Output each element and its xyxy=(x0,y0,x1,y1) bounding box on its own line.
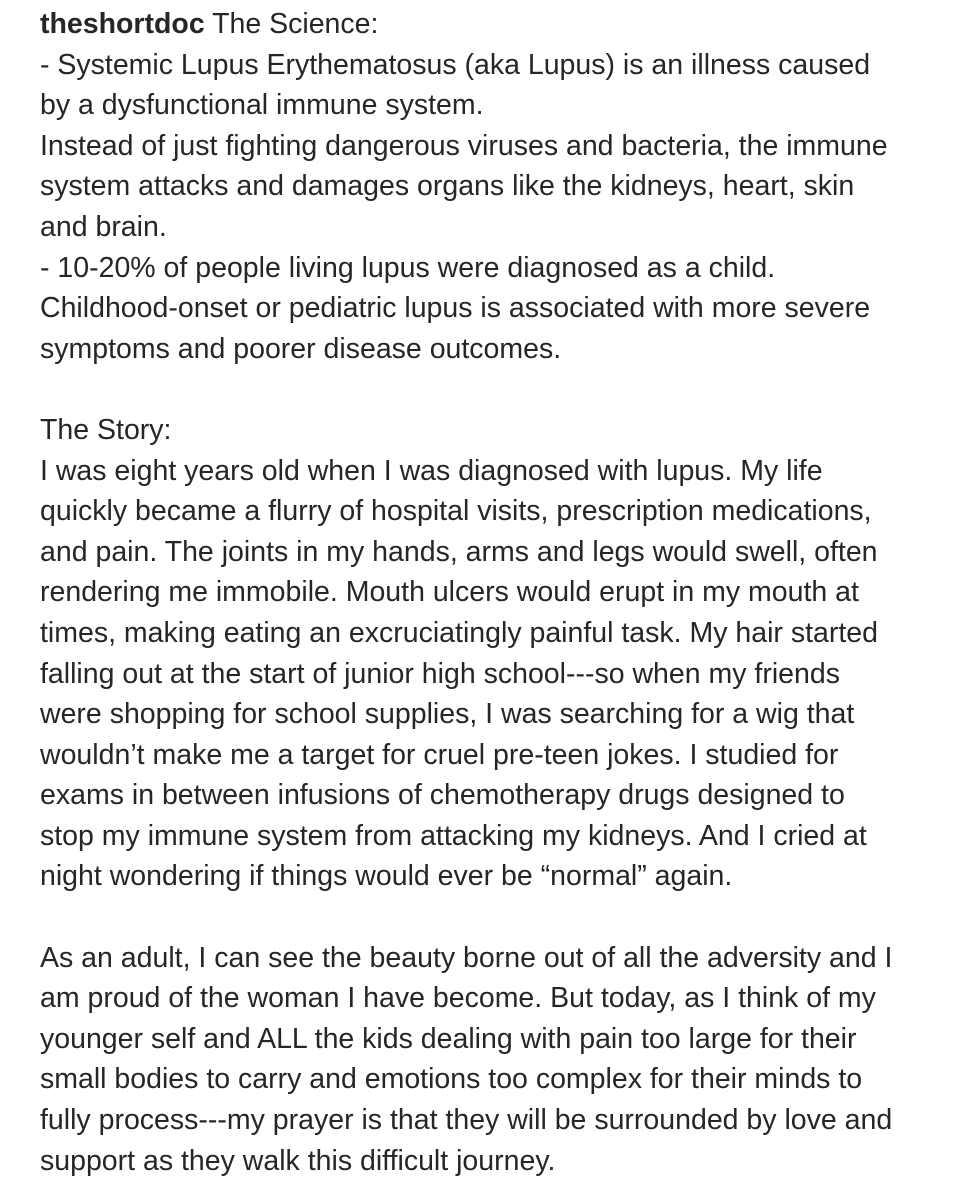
science-line: Instead of just fighting dangerous viruses and bacteria, the immune xyxy=(40,129,888,162)
story-line: falling out at the start of junior high school---so when my friends xyxy=(40,657,840,690)
closing-line: fully process---my prayer is that they will be surrounded by love and xyxy=(40,1104,893,1137)
story-line: stop my immune system from attacking my kidneys. And I cried at xyxy=(40,819,867,852)
science-line: system attacks and damages organs like the kidneys, heart, skin xyxy=(40,170,855,203)
science-line: - 10-20% of people living lupus were diagnosed as a child. xyxy=(40,251,776,284)
science-line: by a dysfunctional immune system. xyxy=(40,89,484,122)
closing-line: younger self and ALL the kids dealing with pain too large for their xyxy=(40,1022,857,1055)
science-line: - Systemic Lupus Erythematosus (aka Lupus) is an illness caused xyxy=(40,48,871,81)
story-line: wouldn’t make me a target for cruel pre-teen jokes. I studied for xyxy=(40,738,839,771)
paragraph-spacer xyxy=(40,897,960,938)
science-line: symptoms and poorer disease outcomes. xyxy=(40,332,562,365)
story-line: times, making eating an excruciatingly painful task. My hair started xyxy=(40,616,878,649)
science-line: and brain. xyxy=(40,210,167,243)
closing-line: support as they walk this difficult journey. xyxy=(40,1144,556,1177)
caption-first-line xyxy=(40,4,960,45)
story-line: exams in between infusions of chemotherapy drugs designed to xyxy=(40,779,845,812)
post-caption xyxy=(40,4,960,1181)
story-heading: The Story: xyxy=(40,413,172,446)
story-line: I was eight years old when I was diagnosed with lupus. My life xyxy=(40,454,823,487)
closing-line: small bodies to carry and emotions too complex for their minds to xyxy=(40,1063,863,1096)
story-line: night wondering if things would ever be “normal” again. xyxy=(40,860,733,893)
science-heading: The Science: xyxy=(204,8,379,40)
story-line: and pain. The joints in my hands, arms and legs would swell, often xyxy=(40,535,878,568)
story-line: rendering me immobile. Mouth ulcers would erupt in my mouth at xyxy=(40,576,859,609)
paragraph-spacer xyxy=(40,369,960,410)
closing-line: am proud of the woman I have become. But today, as I think of my xyxy=(40,982,876,1015)
story-line: quickly became a flurry of hospital visits, prescription medications, xyxy=(40,495,872,528)
closing-line: As an adult, I can see the beauty borne out of all the adversity and I xyxy=(40,941,893,974)
science-line: Childhood-onset or pediatric lupus is associated with more severe xyxy=(40,292,871,325)
username-link[interactable]: theshortdoc xyxy=(40,8,205,40)
story-line: were shopping for school supplies, I was searching for a wig that xyxy=(40,698,855,731)
